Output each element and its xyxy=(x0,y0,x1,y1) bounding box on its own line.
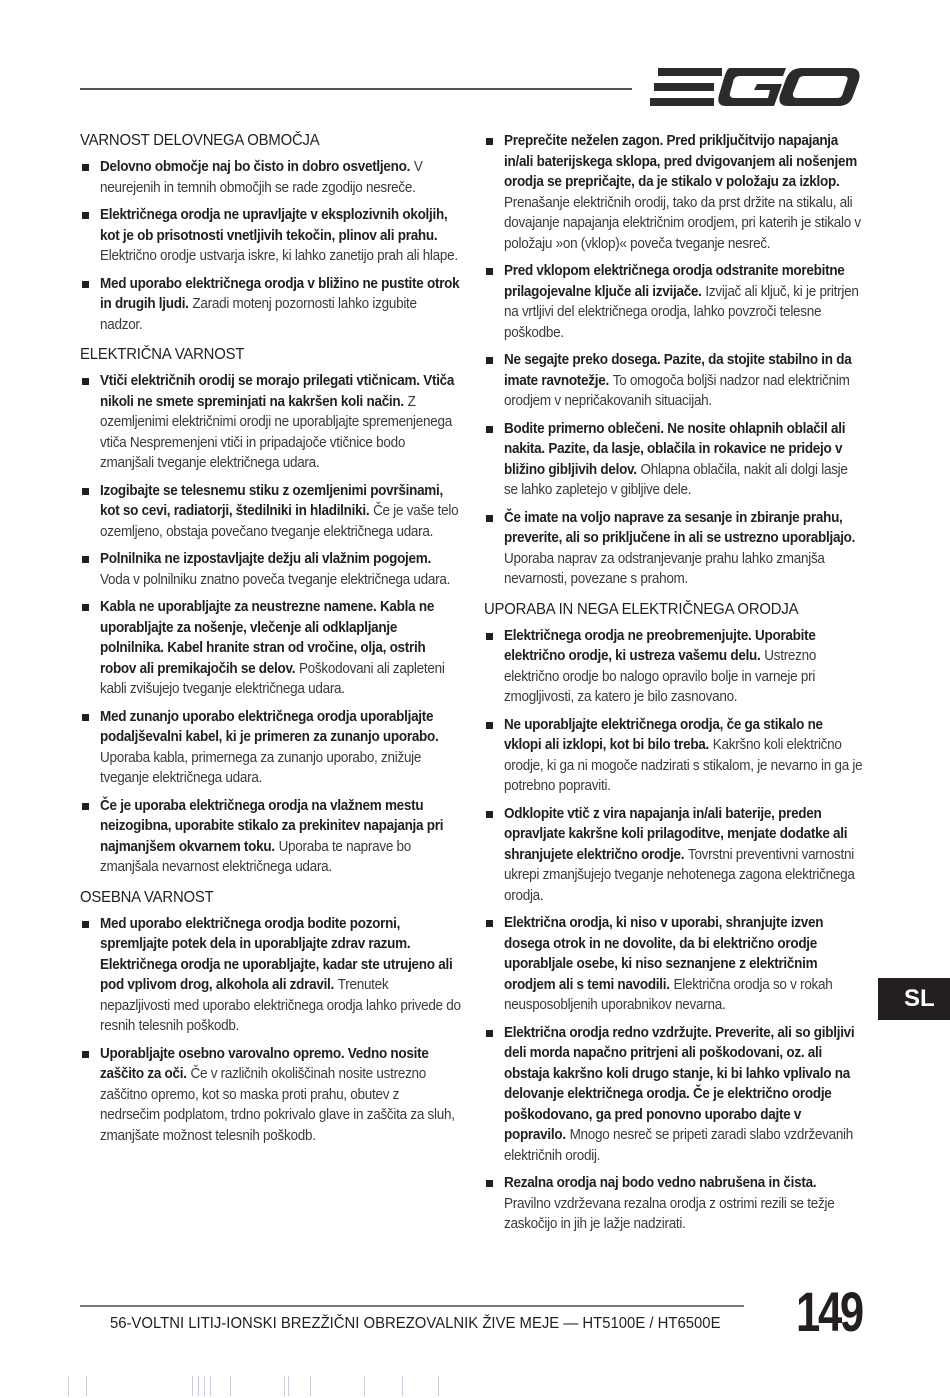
bold-statement: Delovno območje naj bo čisto in dobro osvetljeno. xyxy=(100,158,411,175)
square-bullet-icon xyxy=(82,378,89,385)
explanation-text: Trenutek nepazljivosti med uporabo električnega orodja lahko privede do resnih telesnih poškodb. xyxy=(100,976,461,1034)
square-bullet-icon xyxy=(486,138,493,145)
square-bullet-icon xyxy=(82,803,89,810)
square-bullet-icon xyxy=(486,515,493,522)
list-item xyxy=(484,350,864,412)
square-bullet-icon xyxy=(486,1030,493,1037)
bold-statement: Pred vklopom električnega orodja odstranite morebitne prilagojevalne ključe ali izvijače. xyxy=(504,262,845,300)
bold-statement: Ne uporabljajte električnega orodja, če ga stikalo ne vklopi ali izklopi, kot bi bilo treba. xyxy=(504,715,823,753)
explanation-text: Uporaba naprav za odstranjevanje prahu lahko zmanjša nevarnosti, povezane s prahom. xyxy=(504,549,825,587)
square-bullet-icon xyxy=(82,488,89,495)
list-item xyxy=(80,1044,462,1147)
list-item xyxy=(484,626,864,708)
explanation-text: Mnogo nesreč se pripeti zaradi slabo vzdrževanih električnih orodij. xyxy=(504,1126,854,1164)
explanation-text: Ohlapna oblačila, nakit ali dolgi lasje se lahko zapletejo v gibljive dele. xyxy=(504,460,848,498)
list-item xyxy=(80,205,462,267)
bold-statement: Med uporabo električnega orodja bodite pozorni, spremljajte potek dela in uporabljajte zdrav razum. Električnega orodja ne uporabljajte, kadar ste utrujeno ali pod vplivom drog, alkohola ali zdravil. xyxy=(100,914,453,993)
bold-statement: Če je uporaba električnega orodja na vlažnem mestu neizogibna, uporabite stikalo za prekinitev napajanja pri najmanjšem okvarnem toku. xyxy=(100,796,444,855)
print-marks xyxy=(66,1376,466,1396)
list-item xyxy=(484,508,864,590)
explanation-text: Pravilno vzdrževana rezalna orodja z ostrimi rezili se težje zaskočijo in jih je lažje nadzirati. xyxy=(504,1194,835,1232)
bold-statement: Polnilnika ne izpostavljajte dežju ali vlažnim pogojem. xyxy=(100,550,431,567)
list-item xyxy=(80,597,462,700)
list-item xyxy=(484,804,864,907)
bold-statement: Če imate na voljo naprave za sesanje in zbiranje prahu, preverite, ali so priključene in ali se ustrezno uporabljajo. xyxy=(504,508,856,546)
bold-statement: Bodite primerno oblečeni. Ne nosite ohlapnih oblačil ali nakita. Pazite, da lasje, oblačila in rokavice ne pridejo v bližino gibljivih delov. xyxy=(504,419,846,478)
bullet-list xyxy=(80,914,462,1147)
bold-statement: Električnega orodja ne upravljajte v eksplozivnih okoljih, kot je ob prisotnosti vnetljivih tekočin, plinov ali prahu. xyxy=(100,206,448,244)
explanation-text: Izvijač ali ključ, ki je pritrjen na vrtljivi del električnega orodja, lahko povzroči telesne poškodbe. xyxy=(504,282,859,341)
bold-statement: Preprečite neželen zagon. Pred priključitvijo napajanja in/ali baterijskega sklopa, pred dvigovanjem ali nošenjem orodja se prepričajte, da je stikalo v položaju za izklop. xyxy=(504,132,857,190)
list-item xyxy=(80,914,462,1037)
square-bullet-icon xyxy=(486,920,493,927)
bold-statement: Rezalna orodja naj bodo vedno nabrušena in čista. xyxy=(504,1174,817,1191)
square-bullet-icon xyxy=(486,811,493,818)
list-item xyxy=(80,371,462,474)
bullet-list xyxy=(80,157,462,335)
explanation-text: Kakršno koli električno orodje, ki ga ni mogoče nadzirati s stikalom, je nevarno in ga je potrebno popraviti. xyxy=(504,736,863,794)
square-bullet-icon xyxy=(82,1051,89,1058)
bold-statement: Kabla ne uporabljajte za neustrezne namene. Kabla ne uporabljajte za nošenje, vlečenje ali odklapljanje polnilnika. Kabel hranite stran od vročine, olja, ostrih robov ali premikajočih se delov. xyxy=(100,598,435,677)
square-bullet-icon xyxy=(486,722,493,729)
bold-statement: Uporabljajte osebno varovalno opremo. Vedno nosite zaščito za oči. xyxy=(100,1044,429,1082)
bold-statement: Odklopite vtič z vira napajanja in/ali baterije, preden opravljate kakršne koli prilagoditve, menjate dodatke ali shranjujete električno orodje. xyxy=(504,804,848,863)
square-bullet-icon xyxy=(82,281,89,288)
square-bullet-icon xyxy=(486,268,493,275)
square-bullet-icon xyxy=(82,164,89,171)
explanation-text: Z ozemljenimi električnimi orodji ne uporabljajte spremenjenega vtiča Nespremenjeni vtiči in pripadajoče vtičnice bodo zmanjšali tveganje električnega udara. xyxy=(100,392,452,471)
list-item xyxy=(484,261,864,343)
square-bullet-icon xyxy=(486,426,493,433)
list-item xyxy=(484,715,864,797)
explanation-text: V neurejenih in temnih območjih se rade zgodijo nesreče. xyxy=(100,158,423,196)
square-bullet-icon xyxy=(82,714,89,721)
bold-statement: Med zunanjo uporabo električnega orodja uporabljajte podaljševalni kabel, ki je primeren za zunanjo uporabo. xyxy=(100,707,439,745)
bold-statement: Električnega orodja ne preobremenjujte. Uporabite električno orodje, ki ustreza vašemu delu. xyxy=(504,626,816,664)
explanation-text: Zaradi motenj pozornosti lahko izgubite nadzor. xyxy=(100,295,417,333)
bullet-list xyxy=(484,131,864,590)
list-item xyxy=(80,481,462,543)
language-tab: SL xyxy=(878,978,950,1020)
explanation-text: Tovrstni preventivni varnostni ukrepi zmanjšujejo tveganje nehotenega zagona električnega orodja. xyxy=(504,845,855,904)
list-item xyxy=(80,274,462,336)
left-column xyxy=(80,131,462,1156)
list-item xyxy=(484,1173,864,1235)
bold-statement: Izogibajte se telesnemu stiku z ozemljenimi površinami, kot so cevi, radiatorji, štedilniki in hladilniki. xyxy=(100,481,444,519)
footer-title: 56-VOLTNI LITIJ-IONSKI BREZŽIČNI OBREZOVALNIK ŽIVE MEJE — HT5100E / HT6500E xyxy=(110,1315,721,1332)
explanation-text: Uporaba kabla, primernega za zunanjo uporabo, znižuje tveganje električnega udara. xyxy=(100,748,422,786)
ego-logo xyxy=(650,62,862,112)
square-bullet-icon xyxy=(486,357,493,364)
bold-statement: Ne segajte preko dosega. Pazite, da stojite stabilno in da imate ravnotežje. xyxy=(504,351,852,389)
square-bullet-icon xyxy=(82,556,89,563)
bullet-list xyxy=(80,371,462,878)
bold-statement: Električna orodja, ki niso v uporabi, shranjujte izven dosega otrok in ne dovolite, da bi električno orodje uporabljale osebe, ki niso seznanjene z električnim orodjem ali s temi navodili. xyxy=(504,914,824,993)
list-item xyxy=(80,549,462,590)
list-item xyxy=(80,157,462,198)
explanation-text: Če v različnih okoliščinah nosite ustrezno zaščitno opremo, kot so maska proti prahu, obutev z nedrsečim podplatom, trdno pokrivalo glave in zaščita za sluh, zmanjšate možnost telesnih poškodb. xyxy=(100,1065,455,1144)
list-item xyxy=(484,1023,864,1167)
explanation-text: Ustrezno električno orodje bo nalogo opravilo bolje in varneje pri zmogljivosti, za katero je bilo zasnovano. xyxy=(504,647,817,705)
right-column xyxy=(484,131,864,1245)
section-title: OSEBNA VARNOST xyxy=(80,888,214,906)
explanation-text: Poškodovani ali zapleteni kabli zvišujejo tveganje električnega udara. xyxy=(100,659,445,697)
section-title: VARNOST DELOVNEGA OBMOČJA xyxy=(80,132,320,149)
list-item xyxy=(484,131,864,254)
explanation-text: Voda v polnilniku znatno poveča tveganje električnega udara. xyxy=(100,570,451,588)
list-item xyxy=(484,419,864,501)
square-bullet-icon xyxy=(486,633,493,640)
page-number: 149 xyxy=(796,1280,862,1343)
square-bullet-icon xyxy=(82,921,89,928)
list-item xyxy=(80,796,462,878)
explanation-text: To omogoča boljši nadzor nad električnim orodjem v nepričakovanih situacijah. xyxy=(504,371,850,409)
explanation-text: Uporaba te naprave bo zmanjšala nevarnost električnega udara. xyxy=(100,837,412,875)
bullet-list xyxy=(484,626,864,1235)
explanation-text: Električno orodje ustvarja iskre, ki lahko zanetijo prah ali hlape. xyxy=(100,247,458,264)
list-item xyxy=(80,707,462,789)
bold-statement: Med uporabo električnega orodja v bližino ne pustite otrok in drugih ljudi. xyxy=(100,274,460,312)
section-title: ELEKTRIČNA VARNOST xyxy=(80,346,245,363)
list-item xyxy=(484,913,864,1016)
bold-statement: Električna orodja redno vzdržujte. Preverite, ali so gibljivi deli morda napačno pritrjeni ali poškodovani, oz. ali obstaja kakršno koli drugo stanje, ki bi lahko vplivalo na delovanje električnega orodja. Če je električno orodje poškodovano, ga pred ponovno uporabo dajte v popravilo. xyxy=(504,1023,855,1143)
footer-rule xyxy=(80,1305,744,1307)
square-bullet-icon xyxy=(486,1180,493,1187)
explanation-text: Prenašanje električnih orodij, tako da prst držite na stikalu, ali dovajanje napajanja električnim orodjem, pri katerih je stikalo v položaju »on (vklop)« poveča tveganje nesreč. xyxy=(504,193,861,252)
section-title: UPORABA IN NEGA ELEKTRIČNEGA ORODJA xyxy=(484,600,799,618)
explanation-text: Električna orodja so v rokah neusposobljenih uporabnikov nevarna. xyxy=(504,975,833,1013)
square-bullet-icon xyxy=(82,604,89,611)
header-rule xyxy=(80,88,632,90)
bold-statement: Vtiči električnih orodij se morajo prilegati vtičnicam. Vtiča nikoli ne smete spreminjati na kakršen koli način. xyxy=(100,372,455,410)
square-bullet-icon xyxy=(82,212,89,219)
explanation-text: Če je vaše telo ozemljeno, obstaja povečano tveganje električnega udara. xyxy=(100,502,459,540)
